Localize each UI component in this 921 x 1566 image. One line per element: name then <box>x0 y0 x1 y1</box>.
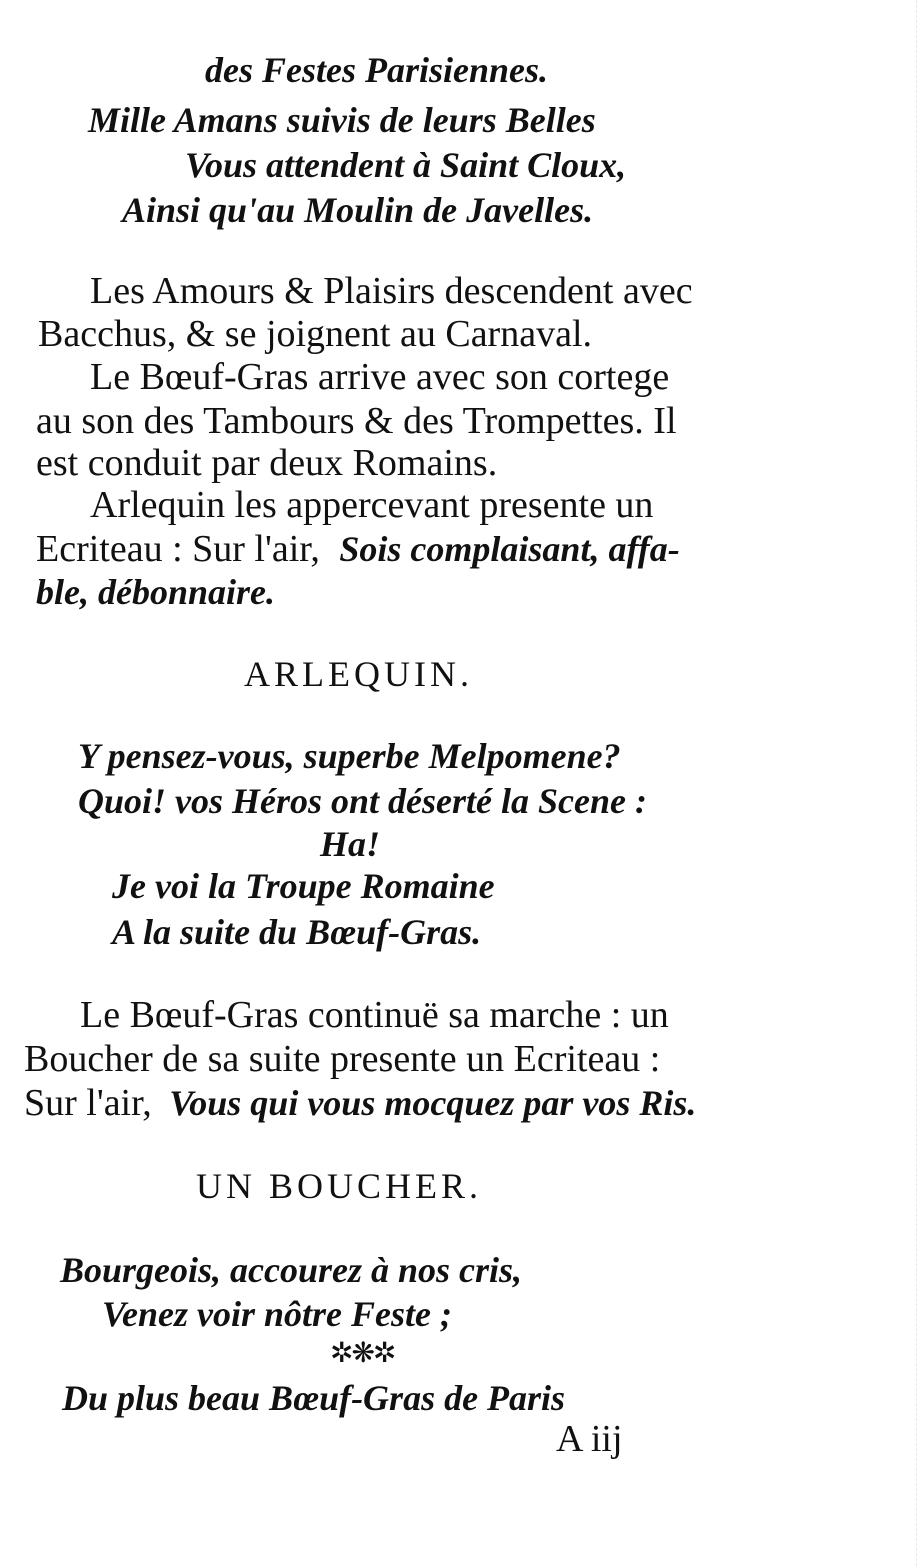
prose-line: Arlequin les appercevant presente un <box>90 484 654 526</box>
prose-line: Le Bœuf-Gras continuë sa marche : un <box>80 994 669 1036</box>
prose-line <box>36 530 680 568</box>
verse-line: Je voi la Troupe Romaine <box>112 866 495 906</box>
prose-line: Boucher de sa suite presente un Ecriteau : <box>24 1038 661 1080</box>
page-edge <box>906 0 917 1566</box>
ornament-icon: ✲❋✲ <box>330 1338 395 1369</box>
verse-line: Y pensez-vous, superbe Melpomene? <box>78 736 621 776</box>
prose-line: au son des Tambours & des Trompettes. Il <box>36 400 677 442</box>
prose-line: est conduit par deux Romains. <box>36 442 498 484</box>
air-title: ble, débonnaire. <box>36 572 275 612</box>
verse-line: des Festes Parisiennes. <box>205 50 549 90</box>
prose-text: Ecriteau : Sur l'air, <box>36 528 320 570</box>
air-title: Sois complaisant, affa- <box>339 529 680 569</box>
prose-text: Sur l'air, <box>24 1082 152 1124</box>
verse-line: Vous attendent à Saint Cloux, <box>185 145 627 185</box>
verse-line: Mille Amans suivis de leurs Belles <box>88 100 596 140</box>
air-title: Vous qui vous mocquez par vos Ris. <box>169 1083 697 1123</box>
prose-line: Bacchus, & se joignent au Carnaval. <box>38 313 593 355</box>
prose-line: Le Bœuf-Gras arrive avec son cortege <box>90 356 670 398</box>
character-heading: ARLEQUIN. <box>244 654 473 694</box>
verse-line: Ainsi qu'au Moulin de Javelles. <box>122 190 594 230</box>
verse-line: A la suite du Bœuf-Gras. <box>112 912 482 952</box>
signature-mark: A iij <box>556 1418 623 1460</box>
prose-line <box>24 1084 696 1122</box>
verse-line: Du plus beau Bœuf-Gras de Paris <box>62 1378 566 1418</box>
verse-line: Bourgeois, accourez à nos cris, <box>60 1250 523 1290</box>
character-heading: UN BOUCHER. <box>196 1166 483 1206</box>
verse-line: Venez voir nôtre Feste ; <box>102 1294 452 1334</box>
verse-line: Ha! <box>320 824 381 864</box>
verse-line: Quoi! vos Héros ont déserté la Scene : <box>78 781 647 821</box>
prose-line: Les Amours & Plaisirs descendent avec <box>90 270 693 312</box>
